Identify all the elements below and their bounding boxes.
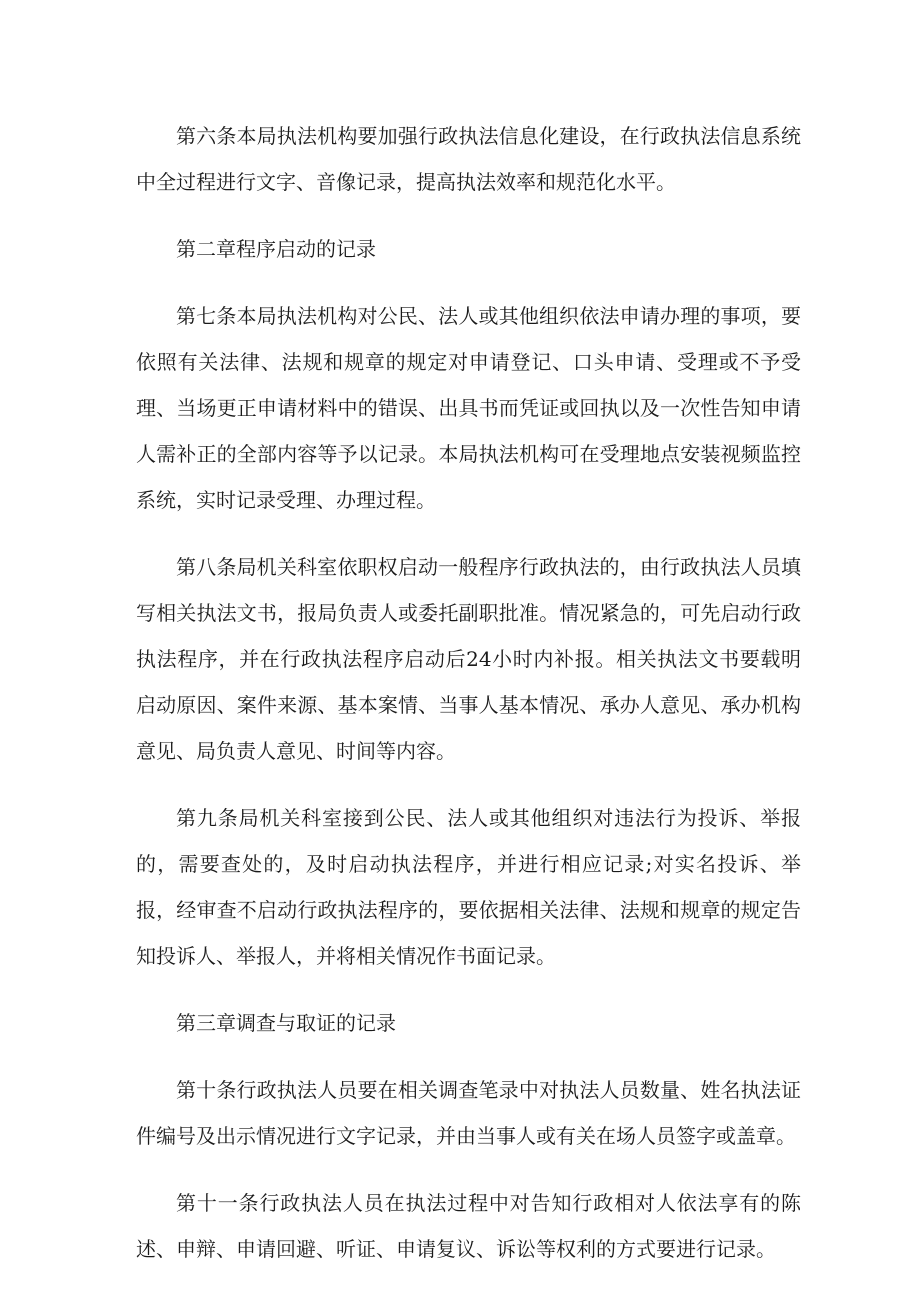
- article-9-paragraph: 第九条局机关科室接到公民、法人或其他组织对违法行为投诉、举报的，需要查处的，及时启动执法程序，并进行相应记录;对实名投诉、举报，经审查不启动行政执法程序的，要依据相关法律、法规和规章的规定告知投诉人、举报人，并将相关情况作书面记录。: [136, 806, 801, 968]
- chapter-2-heading: 第二章程序启动的记录: [176, 237, 376, 261]
- article-10-paragraph: 第十条行政执法人员要在相关调查笔录中对执法人员数量、姓名执法证件编号及出示情况进行文字记录，并由当事人或有关在场人员签字或盖章。: [136, 1078, 801, 1148]
- article-6-paragraph: 第六条本局执法机构要加强行政执法信息化建设，在行政执法信息系统中全过程进行文字、音像记录，提高执法效率和规范化水平。: [136, 124, 801, 194]
- document-body: [136, 113, 801, 1293]
- article-11-paragraph: 第十一条行政执法人员在执法过程中对告知行政相对人依法享有的陈述、申辩、申请回避、听证、申请复议、诉讼等权利的方式要进行记录。: [136, 1191, 801, 1261]
- article-8-paragraph: 第八条局机关科室依职权启动一般程序行政执法的，由行政执法人员填写相关执法文书，报局负责人或委托副职批准。情况紧急的，可先启动行政执法程序，并在行政执法程序启动后24小时内补报。相关执法文书要载明启动原因、案件来源、基本案情、当事人基本情况、承办人意见、承办机构意见、局负责人意见、时间等内容。: [136, 555, 801, 763]
- article-7-paragraph: 第七条本局执法机构对公民、法人或其他组织依法申请办理的事项，要依照有关法律、法规和规章的规定对申请登记、口头申请、受理或不予受理、当场更正申请材料中的错误、出具书而凭证或回执以及一次性告知申请人需补正的全部内容等予以记录。本局执法机构可在受理地点安装视频监控系统，实时记录受理、办理过程。: [136, 304, 801, 512]
- chapter-3-heading: 第三章调查与取证的记录: [176, 1011, 396, 1035]
